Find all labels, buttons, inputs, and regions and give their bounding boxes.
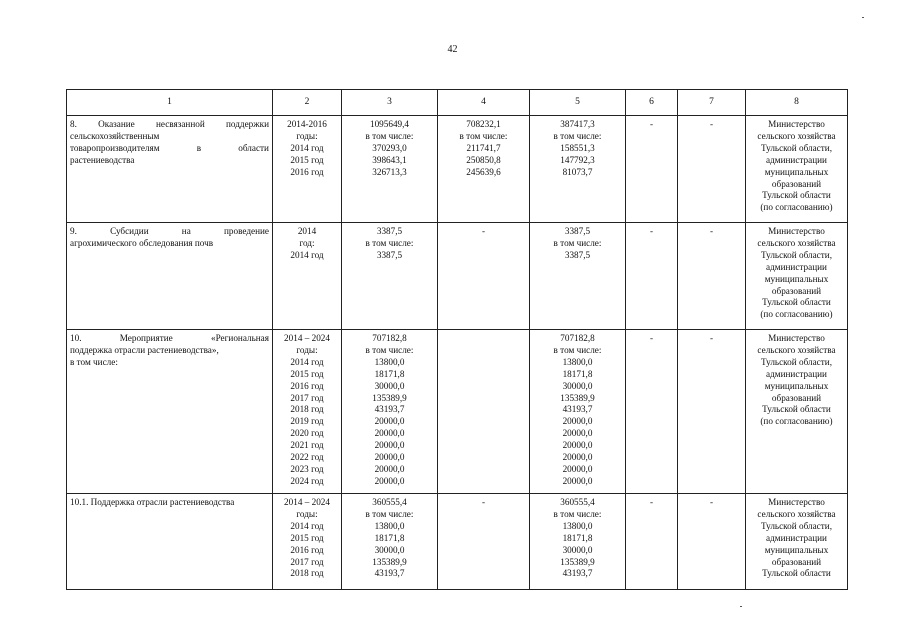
cell-line: в том числе: [365,237,414,248]
description-word: 8. [70,119,77,129]
description-word: области [238,142,269,153]
executor-cell [746,330,848,494]
cell-line: - [649,226,654,236]
cell-line: образований [771,556,822,567]
column-6-cell [626,116,678,223]
cell-line: 370293,0 [372,142,407,153]
description-word: на [181,226,191,236]
cell-line: Министерство [768,333,825,343]
cell-line: 20000,0 [374,416,405,427]
cell-line: сельского хозяйства [757,344,836,355]
cell-line: 2015 год [290,368,324,379]
cell-line: Тульской области, [760,249,832,260]
cell-line: 147792,3 [560,154,595,165]
description-word: сельскохозяйственным [70,130,160,141]
table-row [67,116,848,223]
cell-line: администрации [766,261,827,272]
federal-amount-cell [438,223,530,330]
table-row [67,330,848,494]
cell-line: 2014-2016 [287,119,327,129]
cell-line: Тульской области, [760,520,832,531]
cell-line: 13800,0 [374,356,405,367]
description-word: агрохимического обследования почв [70,237,214,248]
measure-description-cell [67,330,273,494]
description-word: поддержка отрасли растениеводства», [70,344,219,355]
cell-line: 245639,6 [466,166,501,177]
header-cell: 8 [746,90,848,116]
cell-line: 360555,4 [372,497,407,507]
cell-line: 708232,1 [466,119,501,129]
cell-line: 13800,0 [374,520,405,531]
cell-line: годы: [296,508,318,519]
cell-line: 2015 год [290,532,324,543]
description-word: растениеводства [70,154,135,165]
description-word: в том числе: [70,356,118,367]
cell-line: - [649,333,654,343]
regional-amount-cell [530,116,626,223]
description-line [70,357,269,369]
description-line [70,238,269,250]
cell-line: 30000,0 [374,380,405,391]
cell-line: 2014 год [290,520,324,531]
federal-amount-cell [438,116,530,223]
description-word: «Региональная [210,333,269,343]
cell-line: 20000,0 [374,463,405,474]
cell-line: 2022 год [290,452,324,463]
cell-line: Тульской области, [760,142,832,153]
cell-line: - [649,497,654,507]
measure-description-cell [67,494,273,590]
column-7-cell [678,116,746,223]
cell-line: муниципальных [764,544,829,555]
cell-line: 20000,0 [562,452,593,463]
cell-line: 20000,0 [562,463,593,474]
table-body [67,90,848,590]
regional-amount-cell [530,494,626,590]
cell-line: 2017 год [290,392,324,403]
cell-line: год: [299,237,315,248]
cell-line: 30000,0 [562,380,593,391]
cell-line: Тульской области [762,404,831,415]
description-line [70,333,269,345]
description-word: несвязанной [155,119,205,129]
header-cell: 2 [273,90,342,116]
cell-line: 20000,0 [562,440,593,451]
cell-line: 2014 – 2024 [284,333,330,343]
description-word: 10.1. Поддержка отрасли растениеводства [70,497,235,507]
cell-line: муниципальных [764,166,829,177]
cell-line: 3387,5 [376,226,403,236]
cell-line: 2020 год [290,428,324,439]
cell-line: 20000,0 [374,428,405,439]
cell-line: годы: [296,130,318,141]
cell-line: 326713,3 [372,166,407,177]
header-cell: 3 [342,90,438,116]
cell-line: 2014 год [290,142,324,153]
cell-line: Тульской области [762,190,831,201]
cell-line: 135389,9 [372,556,407,567]
cell-line: 360555,4 [560,497,595,507]
description-line [70,226,269,238]
cell-line: в том числе: [459,130,508,141]
cell-line: администрации [766,532,827,543]
cell-line: 81073,7 [562,166,593,177]
cell-line: - [649,119,654,129]
description-word: Субсидии [110,226,149,236]
cell-line: 43193,7 [374,404,405,415]
federal-amount-cell [438,494,530,590]
cell-line: 20000,0 [562,475,593,486]
cell-line: образований [771,178,822,189]
cell-line: 2018 год [290,568,324,579]
cell-line: 2014 [297,226,317,236]
cell-line: в том числе: [553,344,602,355]
cell-line: 20000,0 [374,440,405,451]
header-cell: 5 [530,90,626,116]
page-number: 42 [447,44,458,55]
cell-line: (по согласованию) [760,202,833,213]
cell-line: 2016 год [290,544,324,555]
cell-line: 20000,0 [562,416,593,427]
column-7-cell [678,494,746,590]
cell-line: 2019 год [290,416,324,427]
cell-line: 250850,8 [466,154,501,165]
cell-line: 2021 год [290,440,324,451]
cell-line: 43193,7 [562,568,593,579]
period-cell [273,330,342,494]
executor-cell [746,223,848,330]
cell-line: 1095649,4 [369,119,410,129]
description-line [70,155,269,167]
cell-line: в том числе: [365,508,414,519]
executor-cell [746,116,848,223]
description-word: 9. [70,226,77,236]
description-line [70,497,269,509]
cell-line: (по согласованию) [760,309,833,320]
cell-line: 2017 год [290,556,324,567]
description-word: 10. [70,333,82,343]
cell-line: 2015 год [290,154,324,165]
cell-line: (по согласованию) [760,416,833,427]
cell-line: 707182,8 [372,333,407,343]
cell-line: в том числе: [553,508,602,519]
cell-line: 135389,9 [560,392,595,403]
cell-line: - [709,226,714,236]
cell-line: сельского хозяйства [757,130,836,141]
cell-line: 387417,3 [560,119,595,129]
header-cell: 7 [678,90,746,116]
program-table [66,89,848,590]
cell-line: Министерство [768,497,825,507]
description-line [70,131,269,143]
header-cell: 4 [438,90,530,116]
table-row [67,494,848,590]
cell-line: администрации [766,154,827,165]
cell-line: 398643,1 [372,154,407,165]
total-amount-cell [342,494,438,590]
cell-line: муниципальных [764,380,829,391]
cell-line: муниципальных [764,273,829,284]
measure-description-cell [67,116,273,223]
cell-line: Тульской области [762,297,831,308]
cell-line: 707182,8 [560,333,595,343]
cell-line: - [709,497,714,507]
cell-line: Министерство [768,226,825,236]
cell-line: Министерство [768,119,825,129]
column-7-cell [678,330,746,494]
column-6-cell [626,223,678,330]
cell-line: 2014 год [290,249,324,260]
column-7-cell [678,223,746,330]
cell-line: 2016 год [290,380,324,391]
cell-line: 135389,9 [560,556,595,567]
cell-line: 18171,8 [374,368,405,379]
cell-line: 18171,8 [562,368,593,379]
description-word: товаропроизводителям [70,142,160,153]
cell-line: 2014 год [290,356,324,367]
cell-line: 158551,3 [560,142,595,153]
cell-line: 135389,9 [372,392,407,403]
regional-amount-cell [530,330,626,494]
cell-line: 3387,5 [564,249,591,260]
cell-line: 3387,5 [376,249,403,260]
cell-line: сельского хозяйства [757,508,836,519]
cell-line: годы: [296,344,318,355]
cell-line: в том числе: [365,130,414,141]
cell-line: 2024 год [290,475,324,486]
cell-line: Тульской области, [760,356,832,367]
cell-line: 13800,0 [562,356,593,367]
cell-line: 20000,0 [562,428,593,439]
cell-line: - [481,226,486,236]
cell-line: 18171,8 [562,532,593,543]
scan-speck [740,606,742,607]
cell-line: 2016 год [290,166,324,177]
cell-line: сельского хозяйства [757,237,836,248]
cell-line: образований [771,392,822,403]
cell-line: 43193,7 [562,404,593,415]
header-cell: 6 [626,90,678,116]
cell-line: в том числе: [553,237,602,248]
executor-cell [746,494,848,590]
federal-amount-cell [438,330,530,494]
description-word: поддержки [226,119,269,129]
cell-line: 30000,0 [374,544,405,555]
description-line [70,345,269,357]
cell-line: в том числе: [365,344,414,355]
description-word: в [196,142,202,153]
cell-line: 43193,7 [374,568,405,579]
scan-speck [862,17,864,18]
header-row [67,90,848,116]
measure-description-cell [67,223,273,330]
cell-line: в том числе: [553,130,602,141]
cell-line: 30000,0 [562,544,593,555]
description-line [70,119,269,131]
period-cell [273,223,342,330]
period-cell [273,116,342,223]
cell-line: 18171,8 [374,532,405,543]
description-word: Мероприятие [119,333,173,343]
total-amount-cell [342,116,438,223]
cell-line: - [709,119,714,129]
regional-amount-cell [530,223,626,330]
cell-line: 2023 год [290,463,324,474]
cell-line: 2018 год [290,404,324,415]
column-6-cell [626,494,678,590]
cell-line: 20000,0 [374,475,405,486]
cell-line: администрации [766,368,827,379]
cell-line: - [481,497,486,507]
table-row [67,223,848,330]
period-cell [273,494,342,590]
header-cell: 1 [67,90,273,116]
description-word: проведение [223,226,269,236]
cell-line: 2014 – 2024 [284,497,330,507]
cell-line: 211741,7 [466,142,501,153]
total-amount-cell [342,223,438,330]
total-amount-cell [342,330,438,494]
cell-line: - [709,333,714,343]
cell-line: 13800,0 [562,520,593,531]
description-word: Оказание [98,119,135,129]
column-6-cell [626,330,678,494]
description-line [70,143,269,155]
cell-line: 3387,5 [564,226,591,236]
cell-line: 20000,0 [374,452,405,463]
cell-line: образований [771,285,822,296]
cell-line: Тульской области [762,568,831,579]
